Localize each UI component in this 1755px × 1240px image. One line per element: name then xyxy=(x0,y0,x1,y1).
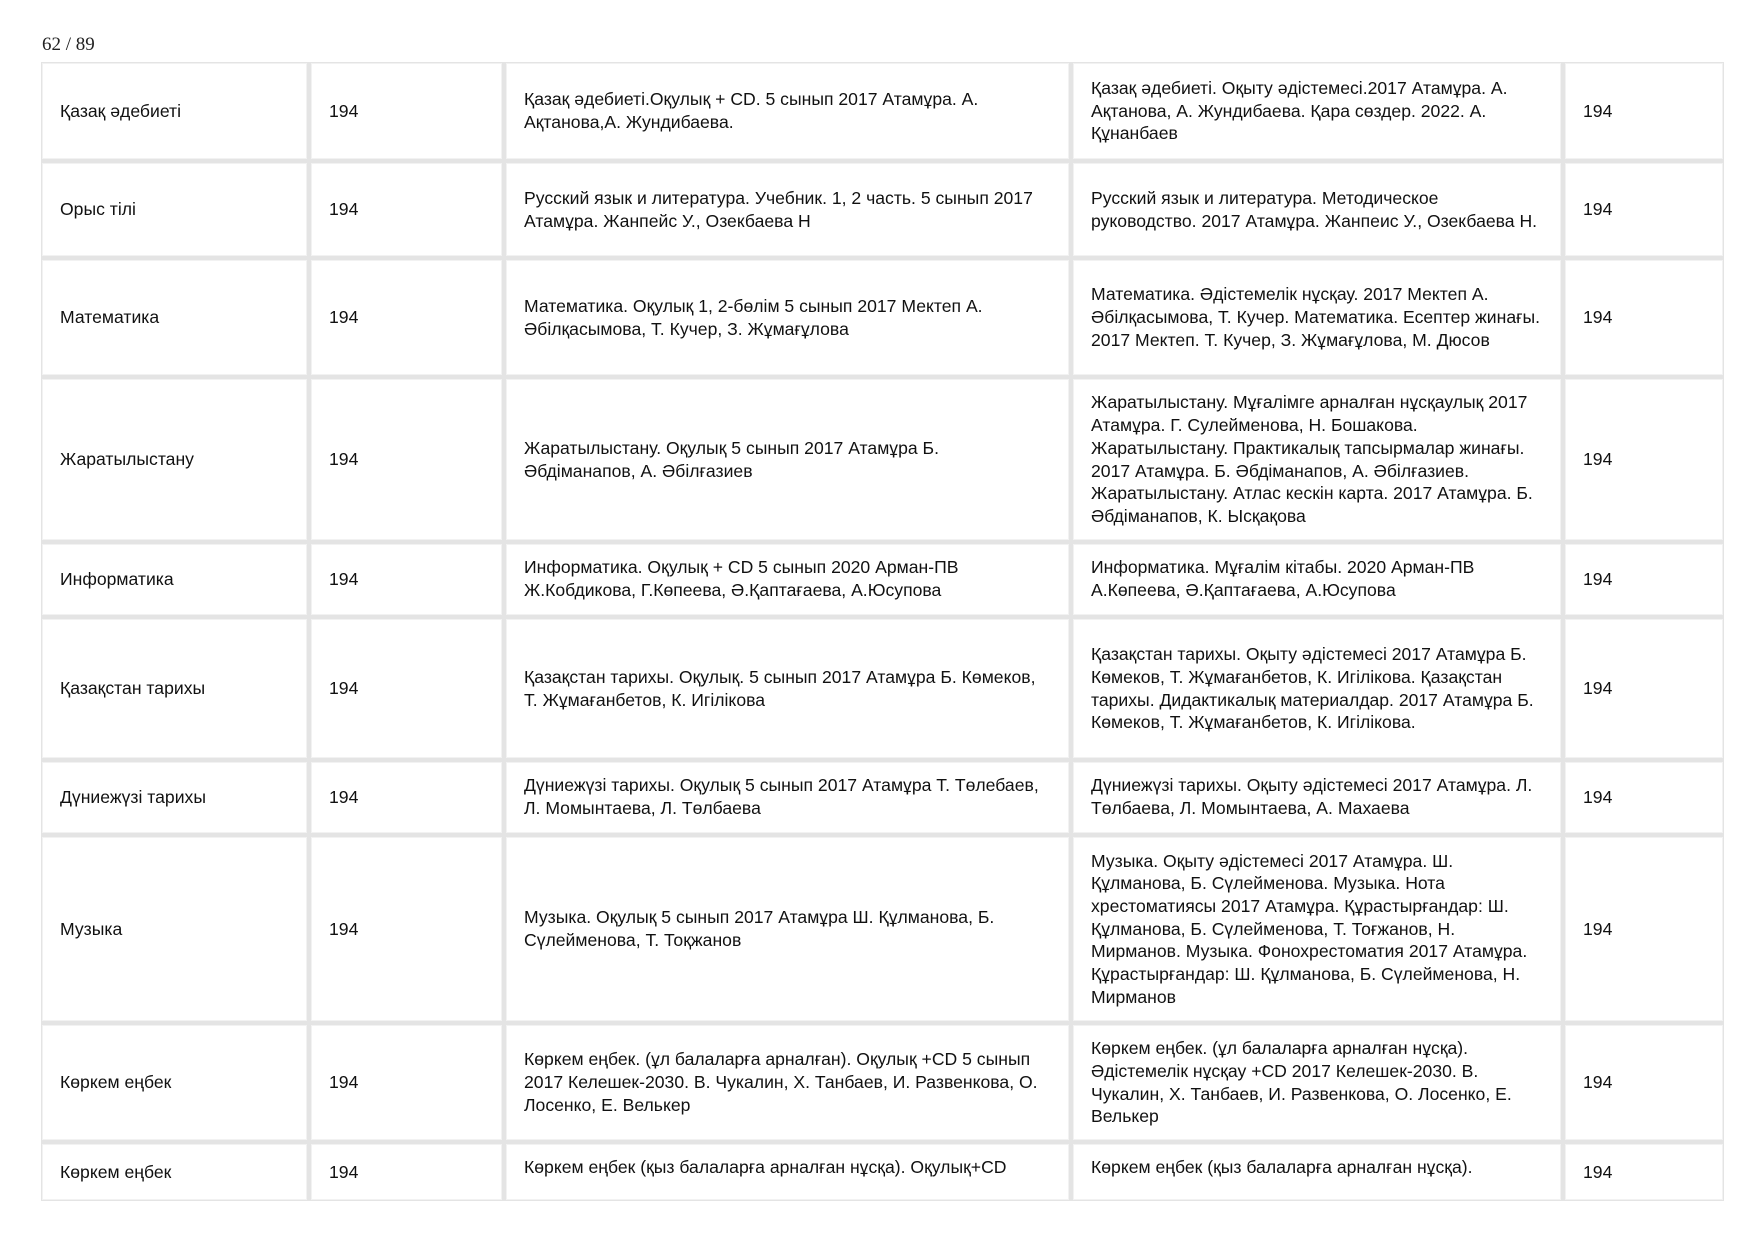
methodical-cell: Қазақ әдебиеті. Оқыту әдістемесі.2017 Атамұра. А. Ақтанова, А. Жундибаева. Қара сөздер. 2022. А. Құнанбаев xyxy=(1070,62,1562,160)
hours-cell: 194 xyxy=(308,160,503,257)
count-cell: 194 xyxy=(1562,62,1724,160)
subject-cell: Музыка xyxy=(41,834,308,1022)
table-row xyxy=(41,62,1724,160)
count-cell: 194 xyxy=(1562,1141,1724,1201)
hours-cell: 194 xyxy=(308,1141,503,1201)
count-cell: 194 xyxy=(1562,376,1724,541)
subject-cell: Қазақ әдебиеті xyxy=(41,62,308,160)
subject-cell: Дүниежүзі тарихы xyxy=(41,759,308,834)
table-row xyxy=(41,376,1724,541)
textbook-cell: Көркем еңбек. (ұл балаларға арналған). Оқулық +CD 5 сынып 2017 Келешек-2030. В. Чукалин, Х. Танбаев, И. Развенкова, О. Лосенко, Е. Велькер xyxy=(503,1022,1070,1141)
subject-cell: Қазақстан тарихы xyxy=(41,616,308,759)
count-cell: 194 xyxy=(1562,1022,1724,1141)
textbook-cell: Қазақстан тарихы. Оқулық. 5 сынып 2017 Атамұра Б. Көмеков, Т. Жұмағанбетов, К. Игілікова xyxy=(503,616,1070,759)
table-row xyxy=(41,1141,1724,1201)
subject-cell: Көркем еңбек xyxy=(41,1141,308,1201)
textbook-cell: Жаратылыстану. Оқулық 5 сынып 2017 Атамұра Б. Әбдіманапов, А. Әбілғазиев xyxy=(503,376,1070,541)
count-cell: 194 xyxy=(1562,834,1724,1022)
methodical-cell: Көркем еңбек. (ұл балаларға арналған нұсқа). Әдістемелік нұсқау +CD 2017 Келешек-2030. В. Чукалин, Х. Танбаев, И. Развенкова, О. Лосенко, Е. Велькер xyxy=(1070,1022,1562,1141)
methodical-cell: Көркем еңбек (қыз балаларға арналған нұсқа). xyxy=(1070,1141,1562,1201)
count-cell: 194 xyxy=(1562,616,1724,759)
hours-cell: 194 xyxy=(308,62,503,160)
table-row xyxy=(41,1022,1724,1141)
table-row xyxy=(41,257,1724,376)
count-cell: 194 xyxy=(1562,257,1724,376)
subject-cell: Математика xyxy=(41,257,308,376)
hours-cell: 194 xyxy=(308,257,503,376)
methodical-cell: Дүниежүзі тарихы. Оқыту әдістемесі 2017 Атамұра. Л. Төлбаева, Л. Момынтаева, А. Махаева xyxy=(1070,759,1562,834)
count-cell: 194 xyxy=(1562,759,1724,834)
textbook-cell: Музыка. Оқулық 5 сынып 2017 Атамұра Ш. Құлманова, Б. Сүлейменова, Т. Тоқжанов xyxy=(503,834,1070,1022)
hours-cell: 194 xyxy=(308,541,503,616)
hours-cell: 194 xyxy=(308,759,503,834)
page-counter: 62 / 89 xyxy=(42,34,95,55)
methodical-cell: Математика. Әдістемелік нұсқау. 2017 Мектеп А. Әбілқасымова, Т. Кучер. Математика. Есептер жинағы. 2017 Мектеп. Т. Кучер, З. Жұмағұлова, М. Дюсов xyxy=(1070,257,1562,376)
methodical-cell: Музыка. Оқыту әдістемесі 2017 Атамұра. Ш. Құлманова, Б. Сүлейменова. Музыка. Нота хрестоматиясы 2017 Атамұра. Құрастырғандар: Ш. Құлманова, Б. Сүлейменова, Т. Тоғжанов, Н. Мирманов. Музыка. Фонохрестоматия 2017 Атамұра. Құрастырғандар: Ш. Құлманова, Б. Сүлейменова, Н. Мирманов xyxy=(1070,834,1562,1022)
textbook-cell: Көркем еңбек (қыз балаларға арналған нұсқа). Оқулық+CD xyxy=(503,1141,1070,1201)
textbook-cell: Дүниежүзі тарихы. Оқулық 5 сынып 2017 Атамұра Т. Төлебаев, Л. Момынтаева, Л. Төлбаева xyxy=(503,759,1070,834)
textbook-cell: Математика. Оқулық 1, 2-бөлім 5 сынып 2017 Мектеп А. Әбілқасымова, Т. Кучер, З. Жұмағұлова xyxy=(503,257,1070,376)
table-row xyxy=(41,834,1724,1022)
hours-cell: 194 xyxy=(308,376,503,541)
table-row xyxy=(41,759,1724,834)
textbook-cell: Русский язык и литература. Учебник. 1, 2 часть. 5 сынып 2017 Атамұра. Жанпейс У., Озекбаева Н xyxy=(503,160,1070,257)
subject-cell: Орыс тілі xyxy=(41,160,308,257)
subject-cell: Информатика xyxy=(41,541,308,616)
methodical-cell: Русский язык и литература. Методическое руководство. 2017 Атамұра. Жанпеис У., Озекбаева Н. xyxy=(1070,160,1562,257)
methodical-cell: Информатика. Мұғалім кітабы. 2020 Арман-ПВ А.Көпеева, Ә.Қаптағаева, А.Юсупова xyxy=(1070,541,1562,616)
subject-cell: Жаратылыстану xyxy=(41,376,308,541)
methodical-cell: Жаратылыстану. Мұғалімге арналған нұсқаулық 2017 Атамұра. Г. Сулейменова, Н. Бошакова. Жаратылыстану. Практикалық тапсырмалар жинағы. 2017 Атамұра. Б. Әбдіманапов, А. Әбілғазиев. Жаратылыстану. Атлас кескін карта. 2017 Атамұра. Б. Әбдіманапов, К. Ысқақова xyxy=(1070,376,1562,541)
table-row xyxy=(41,160,1724,257)
subject-cell: Көркем еңбек xyxy=(41,1022,308,1141)
methodical-cell: Қазақстан тарихы. Оқыту әдістемесі 2017 Атамұра Б. Көмеков, Т. Жұмағанбетов, К. Игілікова. Қазақстан тарихы. Дидактикалық материалдар. 2017 Атамұра Б. Көмеков, Т. Жұмағанбетов, К. Игілікова. xyxy=(1070,616,1562,759)
table-row xyxy=(41,541,1724,616)
textbook-cell: Информатика. Оқулық + CD 5 сынып 2020 Арман-ПВ Ж.Кобдикова, Г.Көпеева, Ә.Қаптағаева, А.Юсупова xyxy=(503,541,1070,616)
textbook-table xyxy=(41,62,1724,1201)
hours-cell: 194 xyxy=(308,834,503,1022)
hours-cell: 194 xyxy=(308,1022,503,1141)
count-cell: 194 xyxy=(1562,541,1724,616)
textbook-cell: Қазақ әдебиеті.Оқулық + CD. 5 сынып 2017 Атамұра. А. Ақтанова,А. Жундибаева. xyxy=(503,62,1070,160)
hours-cell: 194 xyxy=(308,616,503,759)
count-cell: 194 xyxy=(1562,160,1724,257)
table-row xyxy=(41,616,1724,759)
